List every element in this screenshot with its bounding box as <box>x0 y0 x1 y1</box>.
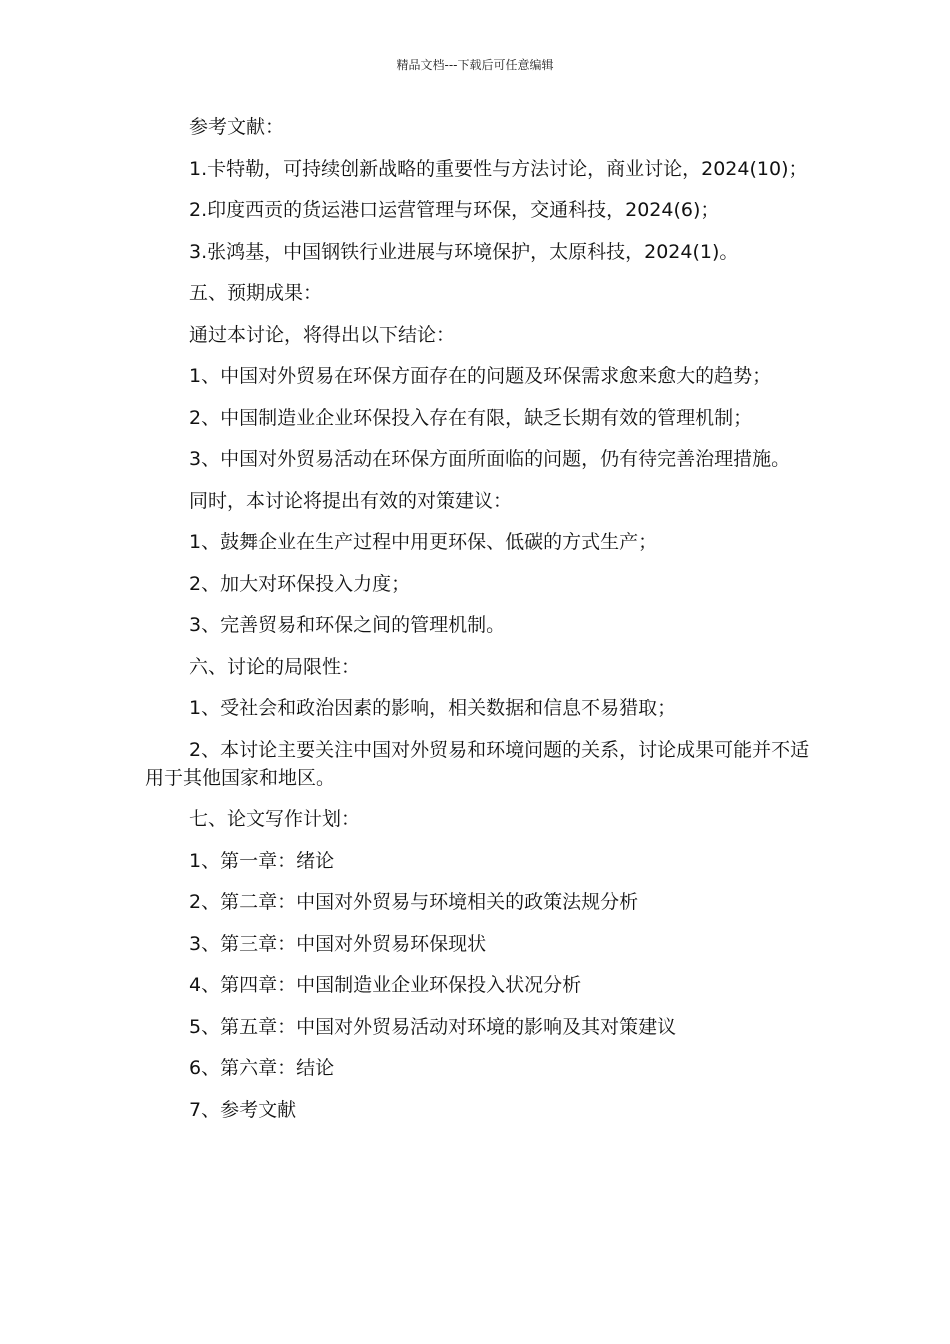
paragraph-limitation-1: 1、受社会和政治因素的影响，相关数据和信息不易猎取； <box>189 697 677 719</box>
paragraph-chapter-3: 3、第三章：中国对外贸易环保现状 <box>189 932 487 955</box>
paragraph-conclusion-3: 3、中国对外贸易活动在环保方面所面临的问题，仍有待完善治理措施。 <box>189 448 791 470</box>
paragraph-reference-2: 2.印度西贡的货运港口运营管理与环保，交通科技，2024(6)； <box>189 199 720 221</box>
page-header: 精品文档---下载后可任意编辑 <box>396 58 554 72</box>
paragraph-chapter-7: 7、参考文献 <box>189 1098 297 1121</box>
paragraph-suggestions-intro: 同时，本讨论将提出有效的对策建议： <box>189 489 513 512</box>
paragraph-suggestion-1: 1、鼓舞企业在生产过程中用更环保、低碳的方式生产； <box>189 531 658 553</box>
paragraph-conclusion-1: 1、中国对外贸易在环保方面存在的问题及环保需求愈来愈大的趋势； <box>189 365 772 387</box>
paragraph-conclusion-2: 2、中国制造业企业环保投入存在有限，缺乏长期有效的管理机制； <box>189 406 753 429</box>
paragraph-section-5-heading: 五、预期成果： <box>189 282 323 304</box>
paragraph-section-7-heading: 七、论文写作计划： <box>189 808 361 830</box>
paragraph-limitation-2: 2、本讨论主要关注中国对外贸易和环境问题的关系，讨论成果可能并不适用于其他国家和地区。 <box>145 738 810 789</box>
paragraph-chapter-4: 4、第四章：中国制造业企业环保投入状况分析 <box>189 974 582 996</box>
paragraph-section-6-heading: 六、讨论的局限性： <box>189 655 361 678</box>
paragraph-conclusions-intro: 通过本讨论，将得出以下结论： <box>189 323 456 346</box>
paragraph-reference-1: 1.卡特勒，可持续创新战略的重要性与方法讨论，商业讨论，2024(10)； <box>189 157 808 180</box>
paragraph-chapter-2: 2、第二章：中国对外贸易与环境相关的政策法规分析 <box>189 891 639 913</box>
paragraph-references-heading: 参考文献： <box>189 116 285 138</box>
paragraph-chapter-6: 6、第六章：结论 <box>189 1057 335 1079</box>
paragraph-chapter-1: 1、第一章：绪论 <box>189 849 335 872</box>
document-body <box>145 113 810 1137</box>
paragraph-suggestion-2: 2、加大对环保投入力度； <box>189 572 411 595</box>
paragraph-chapter-5: 5、第五章：中国对外贸易活动对环境的影响及其对策建议 <box>189 1015 677 1038</box>
paragraph-reference-3: 3.张鸿基，中国钢铁行业进展与环境保护，太原科技，2024(1)。 <box>189 240 739 263</box>
paragraph-suggestion-3: 3、完善贸易和环保之间的管理机制。 <box>189 614 506 636</box>
